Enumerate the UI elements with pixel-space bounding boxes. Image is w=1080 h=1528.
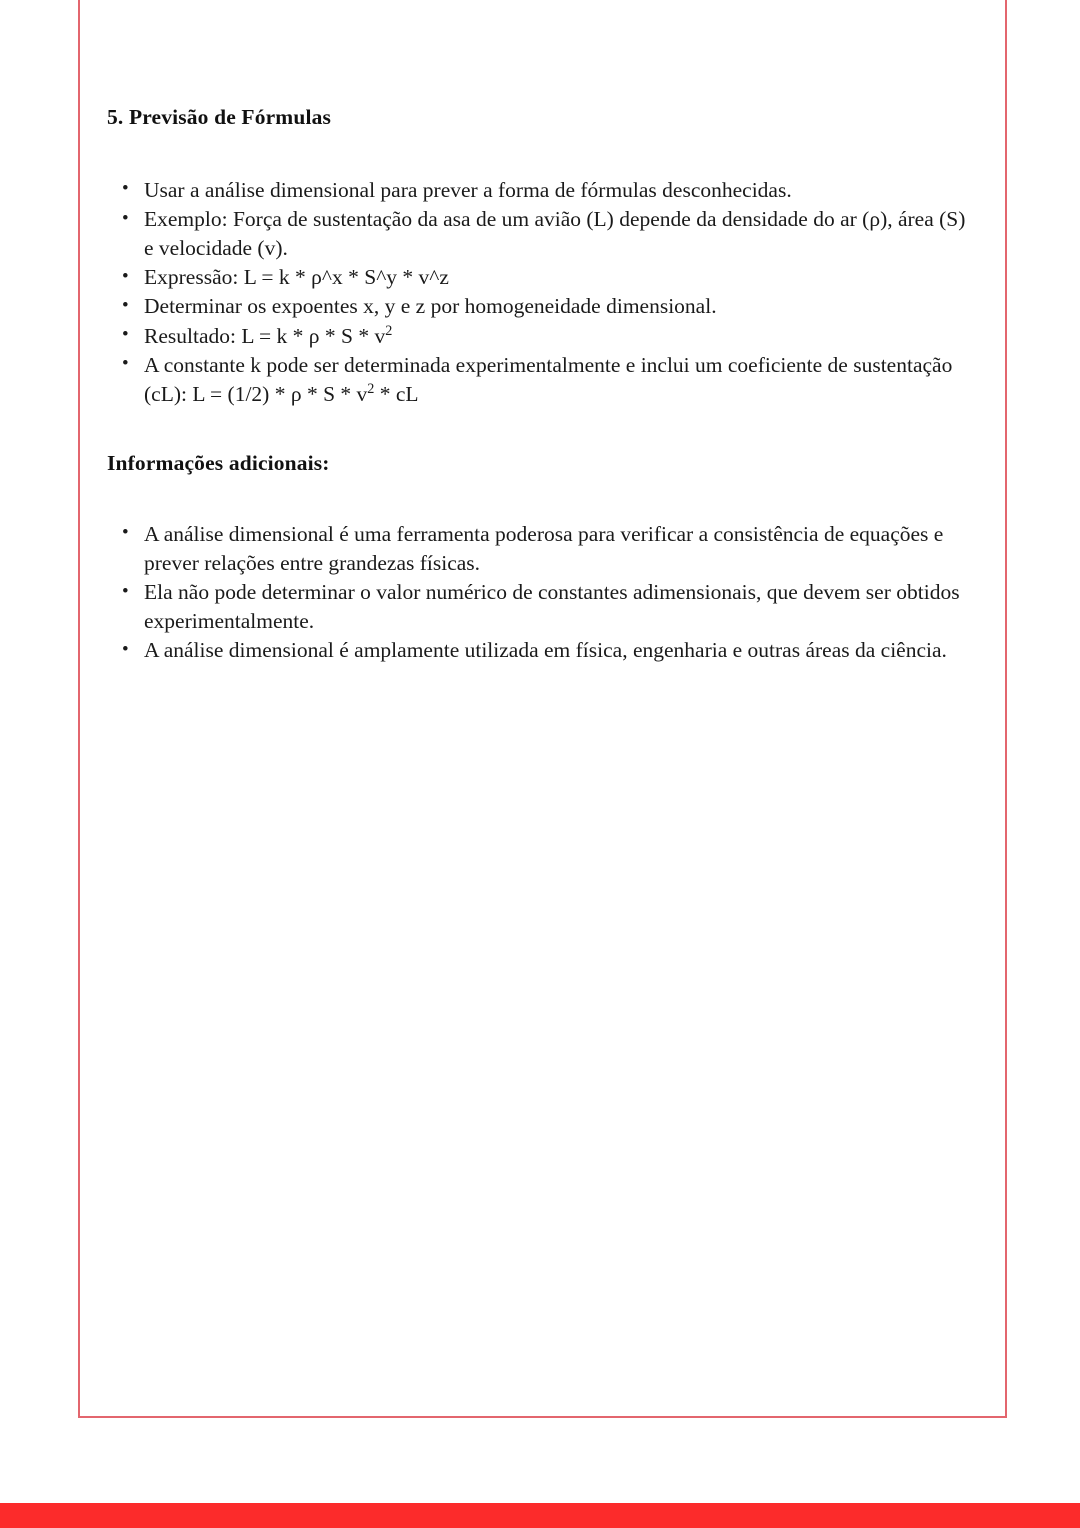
list-item: • Ela não pode determinar o valor numérico de constantes adimensionais, que devem ser obtidos experimentalmente. xyxy=(107,578,973,636)
list-item: • Expressão: L = k * ρ^x * S^y * v^z xyxy=(107,263,973,292)
list-item: • Resultado: $L = k * \rho * S * v^2$ xyxy=(107,322,973,351)
list-item: • A constante k pode ser determinada experimentalmente e inclui um coeficiente de sustentação (cL): $L = (1/2) * \rho * S * v^2$ * cL xyxy=(107,351,973,409)
list-item: • Usar a análise dimensional para prever a forma de fórmulas desconhecidas. xyxy=(107,176,973,205)
list-item: • Determinar os expoentes x, y e z por homogeneidade dimensional. xyxy=(107,292,973,321)
section-heading-informacoes-adicionais: Informações adicionais: xyxy=(107,450,330,475)
list-item: • Exemplo: Força de sustentação da asa de um avião (L) depende da densidade do ar (ρ), área (S) e velocidade (v). xyxy=(107,205,973,263)
document-content xyxy=(107,104,973,666)
list-item: • A análise dimensional é amplamente utilizada em física, engenharia e outras áreas da ciência. xyxy=(107,636,973,665)
formula-bullet-list xyxy=(107,176,973,409)
list-item: • A análise dimensional é uma ferramenta poderosa para verificar a consistência de equações e prever relações entre grandezas físicas. xyxy=(107,520,973,578)
bottom-red-band xyxy=(0,1503,1080,1528)
additional-info-bullet-list xyxy=(107,520,973,666)
section-heading-previsao-de-formulas: 5. Previsão de Fórmulas xyxy=(107,105,332,129)
